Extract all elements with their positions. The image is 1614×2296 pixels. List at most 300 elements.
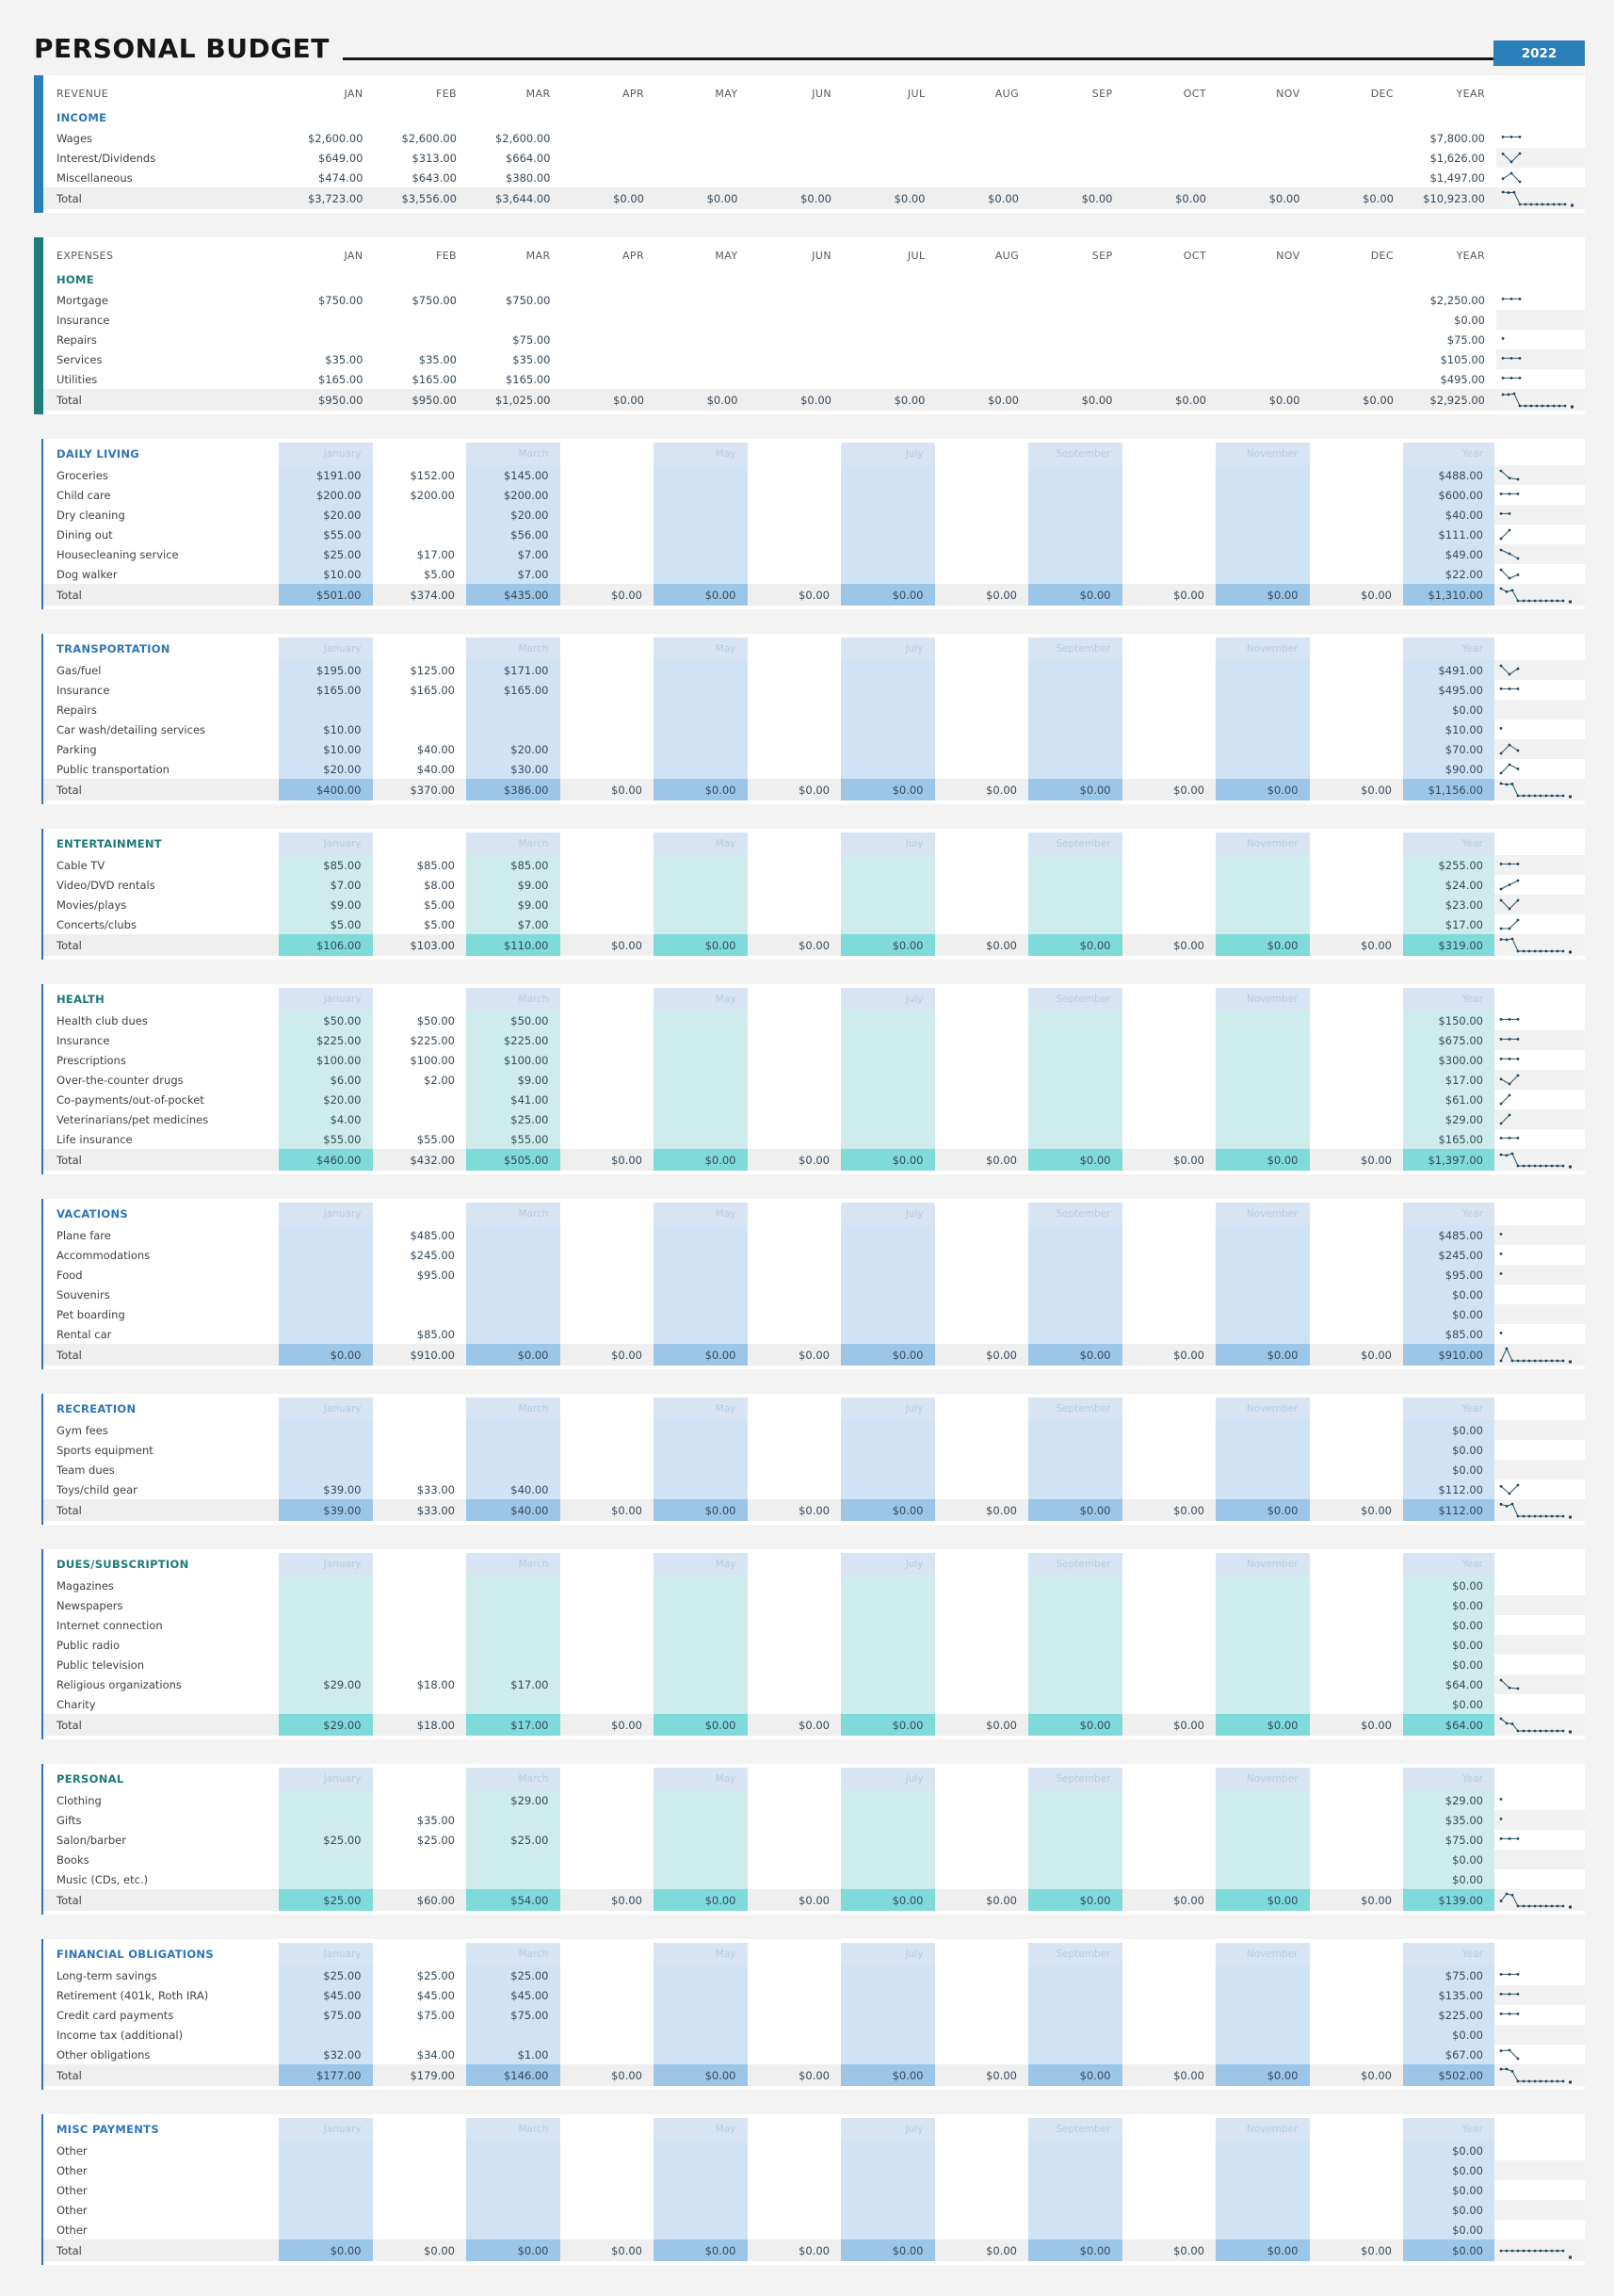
value-cell[interactable]	[748, 2141, 842, 2160]
total-value-cell[interactable]: $0.00	[748, 779, 842, 800]
value-cell[interactable]	[748, 1694, 842, 1714]
value-cell[interactable]	[1216, 1985, 1310, 2005]
value-cell[interactable]	[937, 310, 1031, 330]
value-cell[interactable]	[1122, 759, 1217, 779]
value-cell[interactable]	[1122, 1090, 1217, 1109]
year-cell[interactable]: $49.00	[1403, 544, 1494, 564]
row-label[interactable]: Souvenirs	[56, 1287, 110, 1302]
value-cell[interactable]	[1028, 544, 1122, 564]
value-cell[interactable]	[560, 680, 654, 700]
value-cell[interactable]	[654, 1595, 748, 1615]
total-value-cell[interactable]: $0.00	[560, 1499, 654, 1521]
total-value-cell[interactable]: $460.00	[279, 1149, 373, 1171]
value-cell[interactable]	[1028, 1850, 1122, 1869]
total-value-cell[interactable]: $0.00	[1028, 584, 1122, 606]
total-value-cell[interactable]: $0.00	[841, 1714, 935, 1736]
value-cell[interactable]	[1122, 1655, 1217, 1674]
value-cell[interactable]	[654, 2180, 748, 2200]
value-cell[interactable]	[841, 1985, 935, 2005]
total-value-cell[interactable]: $0.00	[1216, 1499, 1310, 1521]
row-label[interactable]: Insurance	[56, 683, 110, 697]
row-label[interactable]: Charity	[56, 1697, 96, 1711]
value-cell[interactable]	[1310, 855, 1404, 875]
value-cell[interactable]	[654, 1129, 748, 1149]
total-year-cell[interactable]: $10,923.00	[1405, 187, 1496, 209]
total-value-cell[interactable]: $0.00	[748, 1714, 842, 1736]
value-cell[interactable]	[841, 2141, 935, 2160]
value-cell[interactable]	[279, 1460, 373, 1479]
value-cell[interactable]	[1028, 2141, 1122, 2160]
value-cell[interactable]	[1216, 895, 1310, 914]
value-cell[interactable]	[654, 1965, 748, 1985]
value-cell[interactable]	[1124, 290, 1219, 310]
value-cell[interactable]	[1122, 1070, 1217, 1090]
value-cell[interactable]	[1028, 1869, 1122, 1889]
value-cell[interactable]	[466, 1324, 560, 1344]
value-cell[interactable]	[1028, 1109, 1122, 1129]
value-cell[interactable]	[843, 128, 937, 148]
row-label[interactable]: Internet connection	[56, 1618, 163, 1632]
row-label[interactable]: Dining out	[56, 527, 113, 542]
value-cell[interactable]	[1216, 680, 1310, 700]
value-cell[interactable]	[935, 1635, 1029, 1655]
value-cell[interactable]	[843, 349, 937, 369]
value-cell[interactable]: $35.00	[325, 352, 363, 366]
value-cell[interactable]: $200.00	[279, 485, 373, 505]
value-cell[interactable]	[654, 564, 748, 584]
value-cell[interactable]: $5.00	[424, 917, 455, 931]
year-cell[interactable]: $35.00	[1403, 1810, 1494, 1830]
value-cell[interactable]: $225.00	[466, 1030, 560, 1050]
value-cell[interactable]	[748, 505, 842, 525]
value-cell[interactable]: $165.00	[279, 680, 373, 700]
value-cell[interactable]: $40.00	[466, 1479, 560, 1499]
value-cell[interactable]	[935, 720, 1029, 739]
value-cell[interactable]	[560, 1245, 654, 1265]
value-cell[interactable]	[1030, 168, 1124, 187]
value-cell[interactable]	[1216, 1420, 1310, 1440]
row-label[interactable]: Other	[56, 2143, 88, 2158]
value-cell[interactable]	[560, 1965, 654, 1985]
year-cell[interactable]: $23.00	[1403, 895, 1494, 914]
value-cell[interactable]	[1122, 1985, 1217, 2005]
total-value-cell[interactable]: $0.00	[560, 2239, 654, 2261]
value-cell[interactable]: $165.00	[466, 680, 560, 700]
total-value-cell[interactable]: $0.00	[1312, 389, 1406, 411]
row-label[interactable]: Other	[56, 2203, 88, 2217]
value-cell[interactable]: $225.00	[410, 1033, 455, 1047]
value-cell[interactable]	[935, 1479, 1029, 1499]
value-cell[interactable]	[1122, 1674, 1217, 1694]
value-cell[interactable]	[935, 1674, 1029, 1694]
value-cell[interactable]: $25.00	[416, 1833, 455, 1847]
total-value-cell[interactable]: $0.00	[841, 2239, 935, 2261]
value-cell[interactable]	[560, 505, 654, 525]
value-cell[interactable]	[1216, 1265, 1310, 1285]
value-cell[interactable]	[1028, 2045, 1122, 2064]
value-cell[interactable]	[748, 914, 842, 934]
value-cell[interactable]	[560, 700, 654, 720]
value-cell[interactable]	[1216, 759, 1310, 779]
value-cell[interactable]	[466, 1694, 560, 1714]
value-cell[interactable]	[654, 759, 748, 779]
value-cell[interactable]	[466, 1225, 560, 1245]
value-cell[interactable]	[1122, 2180, 1217, 2200]
value-cell[interactable]	[466, 1850, 560, 1869]
value-cell[interactable]	[1028, 1304, 1122, 1324]
value-cell[interactable]	[654, 1225, 748, 1245]
value-cell[interactable]	[1028, 855, 1122, 875]
total-value-cell[interactable]: $0.00	[1122, 2239, 1217, 2261]
value-cell[interactable]	[937, 349, 1031, 369]
value-cell[interactable]	[1030, 128, 1124, 148]
row-label[interactable]: Public television	[56, 1657, 145, 1672]
value-cell[interactable]: $45.00	[279, 1985, 373, 2005]
value-cell[interactable]	[560, 1810, 654, 1830]
value-cell[interactable]: $33.00	[416, 1482, 455, 1496]
total-value-cell[interactable]: $0.00	[1028, 1149, 1122, 1171]
row-label[interactable]: Salon/barber	[56, 1833, 126, 1847]
value-cell[interactable]	[1216, 1655, 1310, 1674]
value-cell[interactable]	[466, 1245, 560, 1265]
row-label[interactable]: Interest/Dividends	[56, 151, 156, 165]
value-cell[interactable]: $56.00	[466, 525, 560, 544]
total-value-cell[interactable]: $0.00	[1124, 187, 1219, 209]
value-cell[interactable]	[654, 1090, 748, 1109]
total-year-cell[interactable]: $319.00	[1403, 934, 1494, 956]
value-cell[interactable]	[1122, 1479, 1217, 1499]
total-year-cell[interactable]: $0.00	[1403, 2239, 1494, 2261]
total-value-cell[interactable]: $179.00	[373, 2064, 467, 2086]
total-value-cell[interactable]: $54.00	[466, 1889, 560, 1911]
value-cell[interactable]	[935, 1420, 1029, 1440]
year-cell[interactable]: $491.00	[1403, 660, 1494, 680]
row-label[interactable]: Repairs	[56, 332, 97, 347]
value-cell[interactable]	[654, 1030, 748, 1050]
value-cell[interactable]	[935, 465, 1029, 485]
value-cell[interactable]	[843, 168, 937, 187]
value-cell[interactable]	[1122, 875, 1217, 895]
value-cell[interactable]	[466, 1420, 560, 1440]
value-cell[interactable]: $20.00	[466, 739, 560, 759]
value-cell[interactable]	[654, 739, 748, 759]
value-cell[interactable]: $17.00	[416, 547, 455, 561]
value-cell[interactable]	[1216, 914, 1310, 934]
value-cell[interactable]	[841, 1869, 935, 1889]
value-cell[interactable]	[1216, 1129, 1310, 1149]
total-value-cell[interactable]: $0.00	[935, 1889, 1029, 1911]
value-cell[interactable]: $7.00	[466, 544, 560, 564]
value-cell[interactable]	[935, 1869, 1029, 1889]
value-cell[interactable]	[1028, 680, 1122, 700]
value-cell[interactable]	[841, 1595, 935, 1615]
value-cell[interactable]	[654, 2025, 748, 2045]
value-cell[interactable]	[841, 1674, 935, 1694]
value-cell[interactable]	[841, 2045, 935, 2064]
row-label[interactable]: Accommodations	[56, 1248, 151, 1262]
total-value-cell[interactable]: $0.00	[1216, 1149, 1310, 1171]
value-cell[interactable]	[748, 1030, 842, 1050]
value-cell[interactable]	[1216, 875, 1310, 895]
value-cell[interactable]	[748, 1655, 842, 1674]
value-cell[interactable]	[560, 2180, 654, 2200]
value-cell[interactable]	[279, 1304, 373, 1324]
value-cell[interactable]	[1310, 680, 1404, 700]
value-cell[interactable]: $55.00	[416, 1132, 455, 1146]
value-cell[interactable]	[654, 505, 748, 525]
value-cell[interactable]	[373, 2200, 467, 2220]
total-value-cell[interactable]: $0.00	[935, 1499, 1029, 1521]
row-label[interactable]: Dry cleaning	[56, 508, 125, 522]
value-cell[interactable]	[1122, 720, 1217, 739]
total-value-cell[interactable]: $400.00	[279, 779, 373, 800]
year-cell[interactable]: $0.00	[1403, 1869, 1494, 1889]
total-value-cell[interactable]: $0.00	[654, 1714, 748, 1736]
value-cell[interactable]	[1122, 525, 1217, 544]
value-cell[interactable]	[748, 1830, 842, 1850]
value-cell[interactable]	[1310, 1090, 1404, 1109]
value-cell[interactable]	[748, 739, 842, 759]
total-value-cell[interactable]: $0.00	[748, 2239, 842, 2261]
value-cell[interactable]	[279, 1285, 373, 1304]
value-cell[interactable]	[935, 1090, 1029, 1109]
value-cell[interactable]	[841, 2005, 935, 2025]
total-value-cell[interactable]: $0.00	[655, 187, 750, 209]
year-cell[interactable]: $150.00	[1403, 1011, 1494, 1030]
total-label[interactable]: Total	[43, 1714, 279, 1736]
value-cell[interactable]: $30.00	[466, 759, 560, 779]
row-label[interactable]: Plane fare	[56, 1228, 111, 1242]
row-label[interactable]: Insurance	[56, 313, 110, 327]
value-cell[interactable]	[1310, 2005, 1404, 2025]
value-cell[interactable]	[560, 1595, 654, 1615]
value-cell[interactable]	[1030, 290, 1124, 310]
total-value-cell[interactable]: $0.00	[748, 1149, 842, 1171]
value-cell[interactable]	[562, 369, 656, 389]
value-cell[interactable]	[1310, 1965, 1404, 1985]
value-cell[interactable]	[560, 2160, 654, 2180]
value-cell[interactable]	[1124, 128, 1219, 148]
value-cell[interactable]	[654, 1869, 748, 1889]
total-label[interactable]: Total	[43, 584, 279, 606]
year-cell[interactable]: $165.00	[1403, 1129, 1494, 1149]
value-cell[interactable]: $195.00	[279, 660, 373, 680]
value-cell[interactable]	[1028, 1245, 1122, 1265]
value-cell[interactable]	[562, 290, 656, 310]
value-cell[interactable]	[466, 1460, 560, 1479]
value-cell[interactable]	[750, 148, 844, 168]
value-cell[interactable]	[1030, 310, 1124, 330]
value-cell[interactable]	[841, 2180, 935, 2200]
value-cell[interactable]	[937, 128, 1031, 148]
value-cell[interactable]	[1028, 1810, 1122, 1830]
value-cell[interactable]: $45.00	[416, 1988, 455, 2002]
value-cell[interactable]	[279, 1420, 373, 1440]
value-cell[interactable]	[935, 1694, 1029, 1714]
row-label[interactable]: Veterinarians/pet medicines	[56, 1112, 209, 1126]
total-value-cell[interactable]: $3,723.00	[281, 187, 375, 209]
value-cell[interactable]	[1216, 1109, 1310, 1129]
value-cell[interactable]	[748, 895, 842, 914]
value-cell[interactable]	[1310, 1615, 1404, 1635]
value-cell[interactable]: $18.00	[416, 1677, 455, 1691]
value-cell[interactable]	[466, 1869, 560, 1889]
value-cell[interactable]	[1216, 2005, 1310, 2025]
value-cell[interactable]	[1122, 2160, 1217, 2180]
value-cell[interactable]	[1216, 2160, 1310, 2180]
value-cell[interactable]	[1312, 148, 1406, 168]
value-cell[interactable]	[1028, 1011, 1122, 1030]
value-cell[interactable]	[1310, 1674, 1404, 1694]
value-cell[interactable]	[373, 1655, 467, 1674]
value-cell[interactable]	[935, 914, 1029, 934]
value-cell[interactable]	[748, 544, 842, 564]
value-cell[interactable]	[841, 1265, 935, 1285]
total-value-cell[interactable]: $0.00	[1028, 934, 1122, 956]
value-cell[interactable]	[748, 1129, 842, 1149]
value-cell[interactable]	[1310, 1635, 1404, 1655]
value-cell[interactable]	[748, 2200, 842, 2220]
row-label[interactable]: Over-the-counter drugs	[56, 1073, 184, 1087]
value-cell[interactable]	[279, 1245, 373, 1265]
year-cell[interactable]: $75.00	[1446, 332, 1485, 347]
value-cell[interactable]	[654, 660, 748, 680]
value-cell[interactable]	[654, 680, 748, 700]
value-cell[interactable]	[1216, 1576, 1310, 1595]
value-cell[interactable]	[1310, 2045, 1404, 2064]
value-cell[interactable]	[1122, 1635, 1217, 1655]
value-cell[interactable]	[841, 895, 935, 914]
value-cell[interactable]	[841, 1011, 935, 1030]
value-cell[interactable]	[466, 1595, 560, 1615]
value-cell[interactable]	[1216, 1070, 1310, 1090]
value-cell[interactable]	[1028, 2180, 1122, 2200]
value-cell[interactable]	[373, 1304, 467, 1324]
value-cell[interactable]	[279, 1225, 373, 1245]
total-value-cell[interactable]: $0.00	[1216, 1714, 1310, 1736]
year-cell[interactable]: $1,626.00	[1429, 151, 1485, 165]
value-cell[interactable]	[1310, 1869, 1404, 1889]
total-value-cell[interactable]: $0.00	[562, 187, 656, 209]
total-value-cell[interactable]: $910.00	[373, 1344, 467, 1366]
total-value-cell[interactable]: $0.00	[1122, 2064, 1217, 2086]
total-label[interactable]: Total	[43, 187, 281, 209]
value-cell[interactable]	[748, 1576, 842, 1595]
total-value-cell[interactable]: $950.00	[281, 389, 375, 411]
total-value-cell[interactable]: $0.00	[279, 1344, 373, 1366]
total-value-cell[interactable]: $0.00	[560, 584, 654, 606]
value-cell[interactable]	[1124, 349, 1219, 369]
value-cell[interactable]	[560, 485, 654, 505]
value-cell[interactable]	[1122, 1694, 1217, 1714]
value-cell[interactable]	[841, 1225, 935, 1245]
value-cell[interactable]	[1122, 1576, 1217, 1595]
value-cell[interactable]	[1218, 310, 1312, 330]
total-value-cell[interactable]: $0.00	[1122, 1499, 1217, 1521]
value-cell[interactable]: $55.00	[466, 1129, 560, 1149]
total-value-cell[interactable]: $60.00	[373, 1889, 467, 1911]
value-cell[interactable]	[1028, 1576, 1122, 1595]
value-cell[interactable]	[935, 1050, 1029, 1070]
value-cell[interactable]	[466, 2025, 560, 2045]
total-value-cell[interactable]: $33.00	[373, 1499, 467, 1521]
value-cell[interactable]	[935, 2180, 1029, 2200]
value-cell[interactable]	[750, 369, 844, 389]
row-label[interactable]: Groceries	[56, 468, 108, 482]
value-cell[interactable]	[1218, 369, 1312, 389]
total-value-cell[interactable]: $0.00	[655, 389, 750, 411]
year-cell[interactable]: $0.00	[1403, 1635, 1494, 1655]
value-cell[interactable]: $5.00	[279, 914, 373, 934]
value-cell[interactable]	[560, 1070, 654, 1090]
value-cell[interactable]	[560, 1830, 654, 1850]
value-cell[interactable]	[935, 2160, 1029, 2180]
value-cell[interactable]	[279, 2220, 373, 2239]
total-value-cell[interactable]: $103.00	[373, 934, 467, 956]
value-cell[interactable]	[841, 739, 935, 759]
year-cell[interactable]: $135.00	[1403, 1985, 1494, 2005]
value-cell[interactable]	[935, 1595, 1029, 1615]
value-cell[interactable]: $5.00	[424, 897, 455, 912]
value-cell[interactable]	[560, 739, 654, 759]
value-cell[interactable]: $25.00	[279, 1965, 373, 1985]
value-cell[interactable]: $9.00	[466, 895, 560, 914]
value-cell[interactable]	[560, 525, 654, 544]
value-cell[interactable]	[748, 2160, 842, 2180]
year-cell[interactable]: $24.00	[1403, 875, 1494, 895]
total-value-cell[interactable]: $0.00	[1122, 779, 1217, 800]
value-cell[interactable]	[935, 1285, 1029, 1304]
value-cell[interactable]	[373, 1595, 467, 1615]
value-cell[interactable]	[1028, 1985, 1122, 2005]
total-value-cell[interactable]: $0.00	[1122, 1149, 1217, 1171]
value-cell[interactable]	[655, 148, 750, 168]
value-cell[interactable]	[560, 2025, 654, 2045]
value-cell[interactable]	[1216, 660, 1310, 680]
total-value-cell[interactable]: $0.00	[654, 1149, 748, 1171]
value-cell[interactable]	[279, 2160, 373, 2180]
total-value-cell[interactable]: $501.00	[279, 584, 373, 606]
value-cell[interactable]	[937, 168, 1031, 187]
value-cell[interactable]	[654, 1850, 748, 1869]
value-cell[interactable]	[748, 1090, 842, 1109]
value-cell[interactable]	[1124, 310, 1219, 330]
year-cell[interactable]: $0.00	[1403, 1420, 1494, 1440]
value-cell[interactable]	[1122, 1790, 1217, 1810]
value-cell[interactable]: $200.00	[410, 488, 455, 502]
value-cell[interactable]	[1028, 1674, 1122, 1694]
value-cell[interactable]	[841, 1479, 935, 1499]
total-value-cell[interactable]: $0.00	[841, 1149, 935, 1171]
value-cell[interactable]	[748, 1850, 842, 1869]
value-cell[interactable]	[1216, 855, 1310, 875]
value-cell[interactable]	[1310, 505, 1404, 525]
value-cell[interactable]	[1310, 1265, 1404, 1285]
value-cell[interactable]	[1028, 700, 1122, 720]
year-cell[interactable]: $17.00	[1403, 914, 1494, 934]
total-value-cell[interactable]: $435.00	[466, 584, 560, 606]
value-cell[interactable]: $152.00	[410, 468, 455, 482]
value-cell[interactable]	[560, 855, 654, 875]
value-cell[interactable]	[841, 660, 935, 680]
value-cell[interactable]	[654, 2005, 748, 2025]
value-cell[interactable]	[748, 720, 842, 739]
value-cell[interactable]	[1028, 720, 1122, 739]
value-cell[interactable]: $34.00	[416, 2047, 455, 2062]
year-cell[interactable]: $0.00	[1403, 2220, 1494, 2239]
value-cell[interactable]	[935, 1030, 1029, 1050]
value-cell[interactable]	[654, 2220, 748, 2239]
